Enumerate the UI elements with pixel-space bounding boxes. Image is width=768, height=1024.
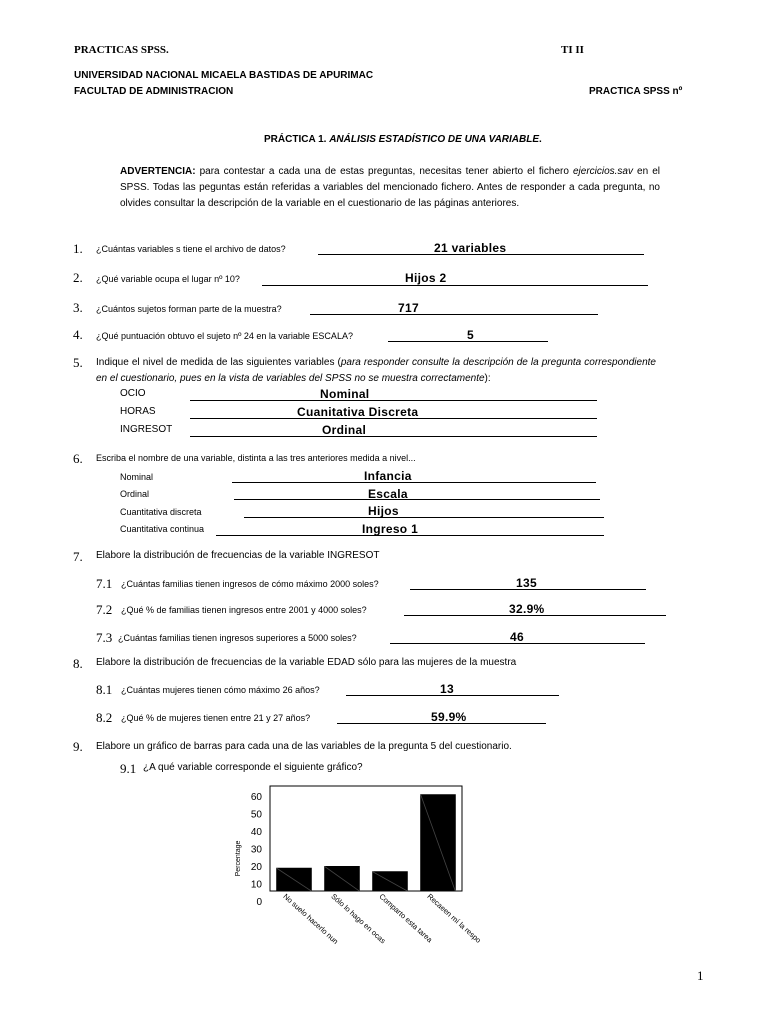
chart-y-tick-label: 20 [250, 862, 262, 873]
chart-x-tick-label: Sólo lo hago en ocas [329, 891, 388, 946]
q6-item-answer: Ingreso 1 [362, 522, 419, 536]
q9-sub-number: 9.1 [120, 761, 137, 776]
q7-number: 7. [73, 549, 83, 564]
q7-sub-number: 7.1 [96, 576, 113, 591]
q3-number: 3. [73, 300, 83, 315]
header-right: TI II [561, 44, 584, 56]
warning-text1: para contestar a cada una de estas preguntas, necesitas tener abierto el fichero [195, 166, 573, 177]
q6-text: Escriba el nombre de una variable, distinta a las tres anteriores medida a nivel... [96, 453, 416, 463]
chart-y-tick-label: 60 [250, 792, 262, 803]
q5-answer-line [190, 436, 597, 437]
q5-text [96, 355, 656, 387]
chart-y-tick-label: 10 [250, 879, 262, 891]
q6-item-label: Ordinal [120, 489, 150, 499]
q8-sub-text: ¿Cuántas mujeres tienen cómo máximo 26 años? [121, 685, 320, 695]
q5-text-italic: para responder consulte la descripción de la pregunta correspondiente en el cuestionario, pues en la vista de variables del SPSS no se muestra correctamente [96, 357, 656, 384]
bar-chart [228, 778, 528, 958]
q6-item-answer: Infancia [364, 469, 412, 483]
title-italic: ANÁLISIS ESTADÍSTICO DE UNA VARIABLE [329, 134, 540, 145]
q9-sub-text: ¿A qué variable corresponde el siguiente gráfico? [143, 762, 363, 773]
q7-sub-text: ¿Cuántas familias tienen ingresos superiores a 5000 soles? [118, 633, 357, 643]
q7-sub-number: 7.2 [96, 602, 113, 617]
chart-y-tick-label: 40 [250, 827, 262, 838]
faculty-name: FACULTAD DE ADMINISTRACION [74, 86, 234, 97]
title-suffix: . [539, 134, 542, 145]
q1-number: 1. [73, 241, 83, 256]
q4-text: ¿Qué puntuación obtuvo el sujeto nº 24 en la variable ESCALA? [96, 331, 353, 341]
q8-sub-answer: 59.9% [431, 710, 467, 724]
q3-text: ¿Cuántos sujetos forman parte de la muestra? [96, 304, 282, 314]
q8-text: Elabore la distribución de frecuencias de la variable EDAD sólo para las mujeres de la muestra [96, 657, 517, 668]
q2-answer: Hijos 2 [405, 271, 447, 285]
q6-answer-line [232, 482, 596, 483]
q2-number: 2. [73, 270, 83, 285]
q8-number: 8. [73, 656, 83, 671]
q5-text-a: Indique el nivel de medida de las siguientes variables ( [96, 357, 341, 368]
q5-item-answer: Cuanitativa Discreta [297, 405, 419, 419]
q5-item-label: HORAS [120, 406, 156, 417]
title-prefix: PRÁCTICA 1. [264, 134, 330, 145]
warning-file: ejercicios.sav [572, 166, 633, 177]
header-left: PRACTICAS SPSS. [74, 44, 169, 56]
warning-text2: en el SPSS. Todas las peguntas están referidas a variables del mencionado fichero. Antes de responder a cada pregunta, no olvides consultar la descripción de la variable en el cuestionario de las páginas anteriores. [120, 166, 660, 209]
practice-label: PRACTICA SPSS nº [589, 86, 683, 97]
q1-answer: 21 variables [434, 241, 507, 255]
q5-item-label: OCIO [120, 388, 146, 399]
q6-item-label: Cuantitativa continua [120, 524, 205, 534]
warning-paragraph [120, 164, 660, 212]
q8-sub-number: 8.1 [96, 682, 113, 697]
q6-item-answer: Escala [368, 487, 408, 501]
q8-sub-answer: 13 [440, 682, 454, 696]
q3-answer: 717 [398, 301, 419, 315]
q6-number: 6. [73, 451, 83, 466]
q3-answer-line [310, 314, 598, 315]
q8-sub-text: ¿Qué % de mujeres tienen entre 21 y 27 años? [121, 713, 311, 723]
q8-sub-number: 8.2 [96, 710, 113, 725]
q7-sub-text: ¿Qué % de familias tienen ingresos entre 2001 y 4000 soles? [121, 605, 367, 615]
q2-text: ¿Qué variable ocupa el lugar nº 10? [96, 274, 240, 284]
warning-label: ADVERTENCIA: [120, 166, 196, 177]
chart-y-axis-label: Percentage [235, 840, 242, 877]
chart-y-tick-label: 50 [250, 809, 262, 821]
q6-item-label: Nominal [120, 472, 154, 482]
chart-y-tick-label: 0 [256, 897, 262, 908]
chart-y-tick-label: 30 [250, 844, 262, 856]
page-title [264, 134, 542, 145]
q7-sub-answer: 135 [516, 576, 537, 590]
q6-answer-line [234, 499, 600, 500]
q2-answer-line [262, 285, 648, 286]
q4-answer: 5 [467, 328, 474, 342]
q5-item-label: INGRESOT [120, 424, 173, 435]
q7-sub-answer: 32.9% [509, 602, 545, 616]
q7-sub-number: 7.3 [96, 630, 113, 645]
q6-item-answer: Hijos [368, 504, 399, 518]
q7-sub-text: ¿Cuántas familias tienen ingresos de cómo máximo 2000 soles? [121, 579, 379, 589]
chart-x-tick-label: Comparto esta tarea [377, 891, 435, 945]
q4-number: 4. [73, 327, 83, 342]
page-number: 1 [697, 968, 704, 983]
chart-x-tick-label: No suelo hacerlo nun [281, 891, 341, 946]
q5-number: 5. [73, 355, 83, 370]
chart-x-tick-label: Recaeen mí la respo [425, 891, 483, 945]
q7-text: Elabore la distribución de frecuencias de la variable INGRESOT [96, 550, 380, 561]
q5-item-answer: Nominal [320, 387, 370, 401]
q5-item-answer: Ordinal [322, 423, 367, 437]
q6-answer-line [244, 517, 604, 518]
q5-answer-line [190, 400, 597, 401]
q7-sub-answer: 46 [510, 630, 524, 644]
q1-text: ¿Cuántas variables s tiene el archivo de datos? [96, 244, 286, 254]
q9-text: Elabore un gráfico de barras para cada una de las variables de la pregunta 5 del cuestionario. [96, 741, 512, 752]
q5-text-b: ): [484, 373, 491, 384]
university-name: UNIVERSIDAD NACIONAL MICAELA BASTIDAS DE APURIMAC [74, 70, 374, 81]
q9-number: 9. [73, 739, 83, 754]
q6-item-label: Cuantitativa discreta [120, 507, 202, 517]
